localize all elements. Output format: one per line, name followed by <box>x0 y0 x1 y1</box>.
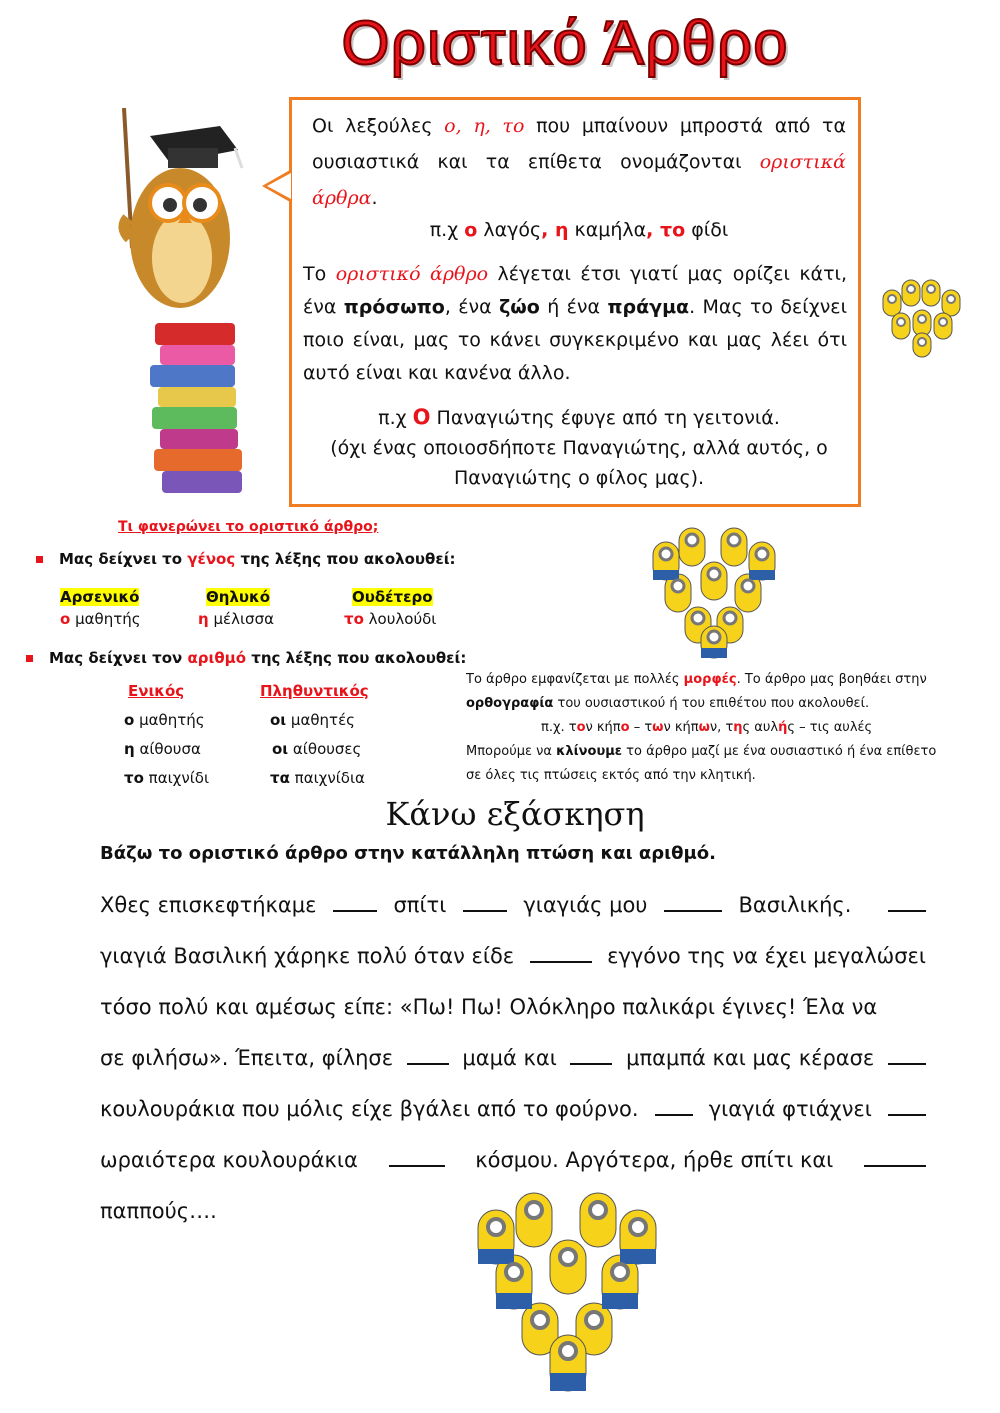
intro-paragraph-2: Το οριστικό άρθρο λέγεται έτσι γιατί μας ορίζει κάτι, ένα πρόσωπο, ένα ζώο ή ένα πράγμα. Μας το δείχνει ποιο είναι, μας το κάνει συγκεκριμένο και μας λέει ότι αυτό είναι και κανένα άλλο. <box>303 263 848 384</box>
answer-blank[interactable] <box>389 1164 445 1167</box>
minions-small-illustration <box>878 275 968 360</box>
answer-blank[interactable] <box>864 1164 926 1167</box>
answer-blank[interactable] <box>333 909 377 912</box>
exercise-line-3: τόσο πολύ και αμέσως είπε: «Πω! Πω! Ολόκληρο παλικάρι έγινες! Έλα να <box>100 995 878 1019</box>
plural-column: Πληθυντικός οι μαθητές οι αίθουσες τα παιχνίδια <box>260 682 369 787</box>
answer-blank[interactable] <box>463 909 507 912</box>
exercise-line-4: σε φιλήσω». Έπειτα, φίλησε μαμά και μπαμπά και μας κέρασε <box>100 1033 926 1084</box>
exercise-line-6: ωραιότερα κουλουράκια κόσμου. Αργότερα, ήρθε σπίτι και <box>100 1135 926 1186</box>
answer-blank[interactable] <box>888 909 926 912</box>
reveals-heading: Τι φανερώνει το οριστικό άρθρο; <box>118 519 379 535</box>
owl-teacher-illustration <box>110 108 260 498</box>
exercise-line-1: Χθες επισκεφτήκαμε σπίτι γιαγιάς μου Βασιλικής. <box>100 880 926 931</box>
answer-blank[interactable] <box>664 909 722 912</box>
practice-heading: Κάνω εξάσκηση <box>385 795 645 833</box>
answer-blank[interactable] <box>888 1062 926 1065</box>
answer-blank[interactable] <box>655 1113 693 1116</box>
bubble-pointer-inner <box>267 173 291 199</box>
answer-blank[interactable] <box>570 1062 612 1065</box>
gender-line: Μας δείχνει το γένος της λέξης που ακολουθεί: <box>36 550 456 568</box>
answer-blank[interactable] <box>407 1062 449 1065</box>
intro-example-2: π.χ Ο Παναγιώτης έφυγε από τη γειτονιά. (όχι ένας οποιοσδήποτε Παναγιώτης, αλλά αυτός, ο Παναγιώτης ο φίλος μας). <box>330 405 828 489</box>
page-title: Οριστικό Άρθρο <box>341 9 789 78</box>
singular-column: Ενικός ο μαθητής η αίθουσα το παιχνίδι <box>124 682 210 787</box>
answer-blank[interactable] <box>530 960 592 963</box>
exercise-line-7: παππούς…. <box>100 1199 217 1223</box>
bullet-icon <box>26 655 33 662</box>
exercise-line-2: γιαγιά Βασιλική χάρηκε πολύ όταν είδε εγγόνο της να έχει μεγαλώσει <box>100 944 926 968</box>
bullet-icon <box>36 556 43 563</box>
gender-masculine: Αρσενικό ο μαθητής <box>60 588 141 628</box>
forms-paragraph: Το άρθρο εμφανίζεται με πολλές μορφές. Το άρθρο μας βοηθάει στην ορθογραφία του ουσιαστικού ή του επιθέτου που ακολουθεί. π.χ. τον κήπο – των κήπων, της αυλής – τις αυλές Μπορούμε να κλίνουμε το άρθρο μαζί με ένα ουσιαστικό ή ένα επίθετο σε όλες τις πτώσεις εκτός από την κλητική. <box>466 672 937 783</box>
practice-exercise <box>100 880 926 1237</box>
intro-example-1: π.χ ο λαγός, η καμήλα, το φίδι <box>429 219 729 241</box>
minions-large-illustration <box>470 1185 670 1395</box>
intro-paragraph-1: Οι λεξούλες ο, η, το που μπαίνουν μπροστά από τα ουσιαστικά και τα επίθετα ονομάζονται οριστικά άρθρα. <box>312 115 846 209</box>
answer-blank[interactable] <box>888 1113 926 1116</box>
exercise-line-5: κουλουράκια που μόλις είχε βγάλει από το φούρνο. γιαγιά φτιάχνει <box>100 1084 926 1135</box>
gender-feminine: Θηλυκό η μέλισσα <box>198 588 274 628</box>
gender-neuter: Ουδέτερο το λουλούδι <box>344 588 437 628</box>
practice-instruction: Βάζω το οριστικό άρθρο στην κατάλληλη πτώση και αριθμό. <box>100 843 716 864</box>
number-line: Μας δείχνει τον αριθμό της λέξης που ακολουθεί: <box>26 649 466 667</box>
minions-heart-illustration <box>645 522 785 660</box>
